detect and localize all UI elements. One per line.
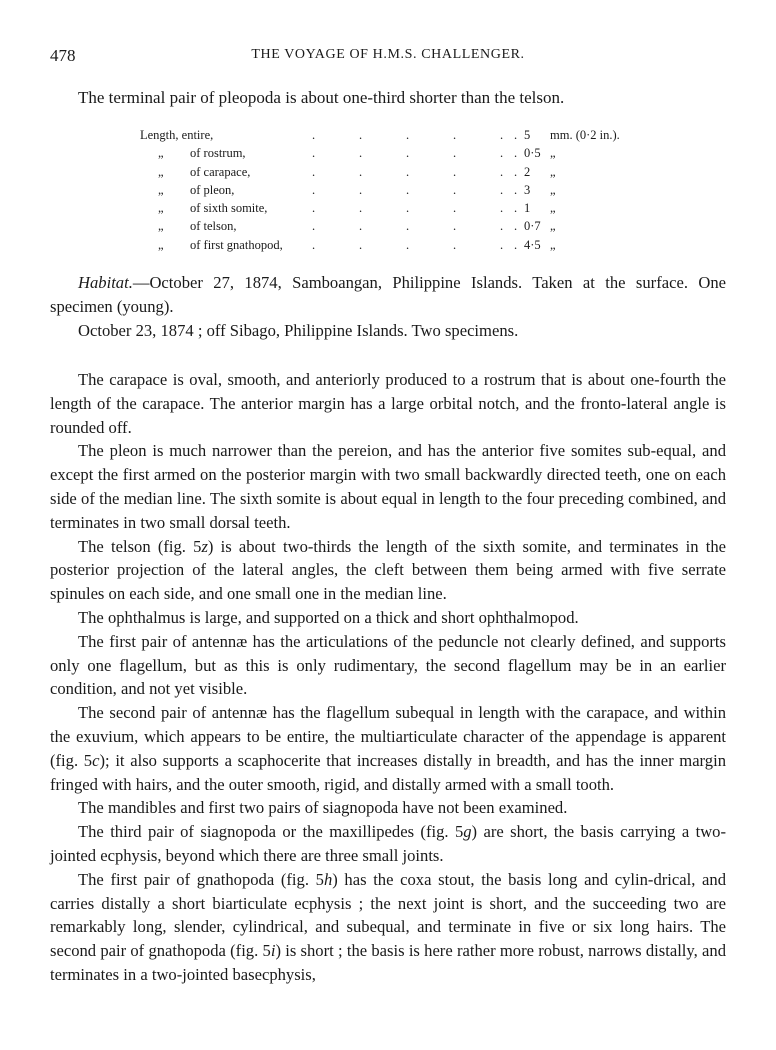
ditto-mark: „ xyxy=(158,237,164,252)
habitat-text: —October 27, 1874, Samboangan, Philippine Islands. Taken at the surface. One specimen (young). xyxy=(50,273,726,316)
habitat-paragraph xyxy=(50,271,726,319)
paragraph-second-antennae xyxy=(50,701,726,796)
measurement-label: of sixth somite, xyxy=(190,201,268,216)
text-segment: ) are short, the basis carrying a two-jointed ecphysis, beyond which there are three small joints. xyxy=(50,822,726,865)
measurement-value: 0·7 xyxy=(524,219,541,234)
measurement-row xyxy=(140,163,660,181)
text-segment: ) has the coxa stout, the basis long and cylin-drical, and carries distally a short biarticulate ecphysis ; the next joint is short, and the succeeding two are remarkably long, slender, cylindrical, and subequal, and terminate in five or six long hairs. The second pair of gnathopoda (fig. 5 xyxy=(50,869,726,961)
measurement-value: 3 xyxy=(524,182,531,197)
leader-dots: . . . . . xyxy=(312,164,504,179)
leader-dot: . xyxy=(514,182,518,197)
page-number: 478 xyxy=(50,46,76,65)
ditto-mark: „ xyxy=(158,164,164,179)
paragraph-telson xyxy=(50,535,726,606)
measurement-unit: „ xyxy=(550,201,556,216)
leader-dot: . xyxy=(514,146,518,161)
measurement-unit: „ xyxy=(550,182,556,197)
measurement-row xyxy=(140,181,660,199)
figure-ref: h xyxy=(323,869,333,889)
measurement-label: of pleon, xyxy=(190,182,235,197)
measurement-unit: „ xyxy=(550,146,556,161)
text-segment: ) is about two-thirds the length of the sixth somite, and terminates in the posterior projection of the lateral angles, the cleft between them being armed with five serrate spinules on each side, and one small one in the median line. xyxy=(50,536,726,604)
ditto-mark: „ xyxy=(158,201,164,216)
measurement-unit: mm. (0·2 in.). xyxy=(550,128,620,142)
figure-ref: i xyxy=(270,941,276,961)
text-segment: ) is short ; the basis is here rather more robust, narrows distally, and terminates in a two-jointed basecphysis, xyxy=(50,941,726,984)
figure-ref: g xyxy=(463,822,472,842)
leader-dots: . . . . . xyxy=(312,146,504,161)
paragraph-ophthalmus: The ophthalmus is large, and supported on a thick and short ophthalmopod. xyxy=(78,607,579,627)
paragraph-first-antennae: The first pair of antennæ has the articulations of the peduncle not clearly defined, and supports only one flagellum, but as this is only rudimentary, the second flagellum may be in an earlier condition, and not yet visible. xyxy=(50,631,726,699)
running-title: THE VOYAGE OF H.M.S. CHALLENGER. xyxy=(251,47,525,62)
measurement-value: 5 xyxy=(524,128,531,142)
measurement-label: Length, entire, xyxy=(140,128,214,142)
text-segment: The first pair of gnathopoda (fig. 5 xyxy=(78,869,324,889)
leader-dot: . xyxy=(514,128,518,142)
page-header xyxy=(50,46,726,70)
paragraph-carapace: The carapace is oval, smooth, and anteriorly produced to a rostrum that is about one-fourth the length of the carapace. The anterior margin has a large orbital notch, and the fronto-lateral angle is rounded off. xyxy=(50,370,726,437)
ditto-mark: „ xyxy=(158,182,164,197)
description-body xyxy=(50,368,726,987)
text-segment: The second pair of antennæ has the flagellum subequal in length with the carapace, and within the exuvium, which appears to be entire, the multiarticulate character of the appendage is apparent (fig. 5 xyxy=(50,703,726,770)
leader-dots: . . . . . xyxy=(312,182,504,197)
measurement-unit: „ xyxy=(550,164,556,179)
measurement-label: of rostrum, xyxy=(190,146,246,161)
measurement-row xyxy=(140,144,660,162)
measurement-value: 0·5 xyxy=(524,146,541,161)
measurement-row xyxy=(140,126,660,144)
text-segment: The third pair of siagnopoda or the maxillipedes (fig. 5 xyxy=(78,822,464,842)
measurement-row xyxy=(140,236,660,254)
measurement-value: 1 xyxy=(524,201,531,216)
leader-dot: . xyxy=(514,201,518,216)
measurement-value: 2 xyxy=(524,164,531,179)
measurement-row xyxy=(140,199,660,217)
measurement-unit: „ xyxy=(550,219,556,234)
measurement-label: of carapace, xyxy=(190,164,251,179)
paragraph-maxillipedes xyxy=(50,820,726,868)
habitat-paragraph-2: October 23, 1874 ; off Sibago, Philippine Islands. Two specimens. xyxy=(78,320,519,340)
leader-dots: . . . . . xyxy=(312,219,504,234)
text-segment: ); it also supports a scaphocerite that increases distally in breadth, and has the inner margin fringed with hairs, and the outer smooth, rigid, and distally armed with a small tooth. xyxy=(50,750,726,794)
leader-dot: . xyxy=(514,237,518,252)
habitat-section xyxy=(50,271,726,342)
leader-dots: . . . . . xyxy=(312,128,504,142)
measurements-table xyxy=(140,126,660,254)
paragraph-mandibles: The mandibles and first two pairs of siagnopoda have not been examined. xyxy=(78,798,568,818)
paragraph-gnathopoda xyxy=(50,868,726,987)
figure-ref: c xyxy=(92,750,100,770)
intro-sentence: The terminal pair of pleopoda is about one-third shorter than the telson. xyxy=(78,88,565,107)
leader-dot: . xyxy=(514,219,518,234)
measurement-label: of telson, xyxy=(190,219,237,234)
leader-dot: . xyxy=(514,164,518,179)
measurement-row xyxy=(140,217,660,235)
ditto-mark: „ xyxy=(158,219,164,234)
paragraph-pleon: The pleon is much narrower than the pereion, and has the anterior five somites sub-equal, and except the first armed on the posterior margin with two small backwardly directed teeth, one on each side of the median line. The sixth somite is about equal in length to the four preceding combined, and terminates in two small dorsal teeth. xyxy=(50,441,726,532)
habitat-label: Habitat. xyxy=(78,273,133,292)
measurement-label: of first gnathopod, xyxy=(190,237,283,252)
text-segment: The telson (fig. 5 xyxy=(78,536,202,556)
measurement-unit: „ xyxy=(550,237,556,252)
leader-dots: . . . . . xyxy=(312,237,504,252)
figure-ref: z xyxy=(201,536,208,556)
measurement-value: 4·5 xyxy=(524,237,541,252)
ditto-mark: „ xyxy=(158,146,164,161)
leader-dots: . . . . . xyxy=(312,201,504,216)
